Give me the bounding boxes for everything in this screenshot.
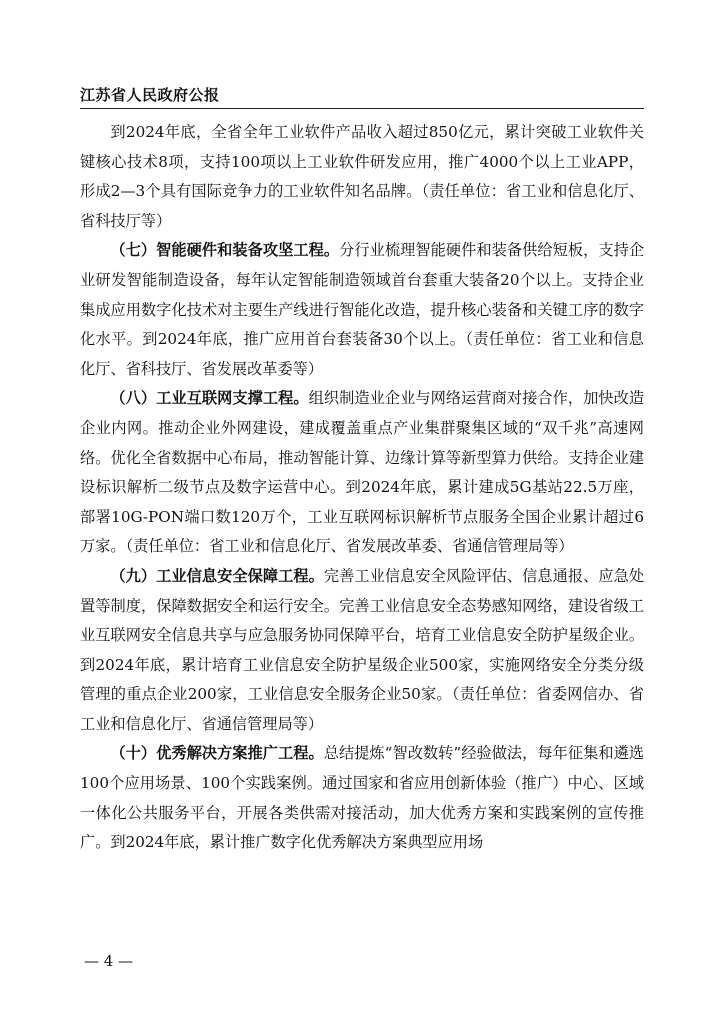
section-10-heading: （十）优秀解决方案推广工程。 — [110, 744, 324, 763]
paragraph-section-8 — [80, 384, 644, 562]
paragraph-section-10 — [80, 739, 644, 857]
section-9-body: 完善工业信息安全风险评估、信息通报、应急处置等制度，保障数据安全和运行安全。完善工业信息安全态势感知网络，建设省级工业互联网安全信息共享与应急服务协同保障平台，培育工业信息安全防护星级企业。到2024年底，累计培育工业信息安全防护星级企业500家，实施网络安全分类分级管理的重点企业200家，工业信息安全服务企业50家。（责任单位：省委网信办、省工业和信息化厅、省通信管理局等） — [80, 566, 645, 733]
section-7-heading: （七）智能硬件和装备攻坚工程。 — [110, 241, 340, 260]
page-number: — 4 — — [84, 952, 134, 970]
paragraph-section-9 — [80, 562, 644, 740]
header-divider — [80, 108, 644, 109]
paragraph-body: 到2024年底，全省全年工业软件产品收入超过850亿元，累计突破工业软件关键核心技术8项，支持100项以上工业软件研发应用，推广4000个以上工业APP，形成2—3个具有国际竞争力的工业软件知名品牌。（责任单位：省工业和信息化厅、省科技厅等） — [80, 123, 644, 230]
section-10-body: 总结提炼“智改数转”经验做法，每年征集和遴选100个应用场景、100个实践案例。通过国家和省应用创新体验（推广）中心、区域一体化公共服务平台，开展各类供需对接活动，加大优秀方案和实践案例的宣传推广。到2024年底，累计推广数字化优秀解决方案典型应用场 — [80, 744, 645, 852]
gazette-title: 江苏省人民政府公报 — [80, 86, 220, 104]
section-8-body: 组织制造业企业与网络运营商对接合作，加快改造企业内网。推动企业外网建设，建成覆盖重点产业集群聚集区域的“双千兆”高速网络。优化全省数据中心布局，推动智能计算、边缘计算等新型算力供给。支持企业建设标识解析二级节点及数字运营中心。到2024年底，累计建成5G基站22.5万座，部署10G-PON端口数120万个，工业互联网标识解析节点服务全国企业累计超过6万家。（责任单位：省工业和信息化厅、省发展改革委、省通信管理局等） — [80, 389, 645, 556]
section-8-heading: （八）工业互联网支撑工程。 — [110, 389, 309, 408]
paragraph-continuation — [80, 118, 644, 236]
section-7-body: 分行业梳理智能硬件和装备供给短板，支持企业研发智能制造设备，每年认定智能制造领域首台套重大装备20个以上。支持企业集成应用数字化技术对主要生产线进行智能化改造，提升核心装备和关键工序的数字化水平。到2024年底，推广应用首台套装备30个以上。（责任单位：省工业和信息化厅、省科技厅、省发展改革委等） — [80, 241, 645, 378]
paragraph-section-7 — [80, 236, 644, 384]
section-9-heading: （九）工业信息安全保障工程。 — [110, 566, 324, 585]
document-body — [80, 118, 644, 858]
